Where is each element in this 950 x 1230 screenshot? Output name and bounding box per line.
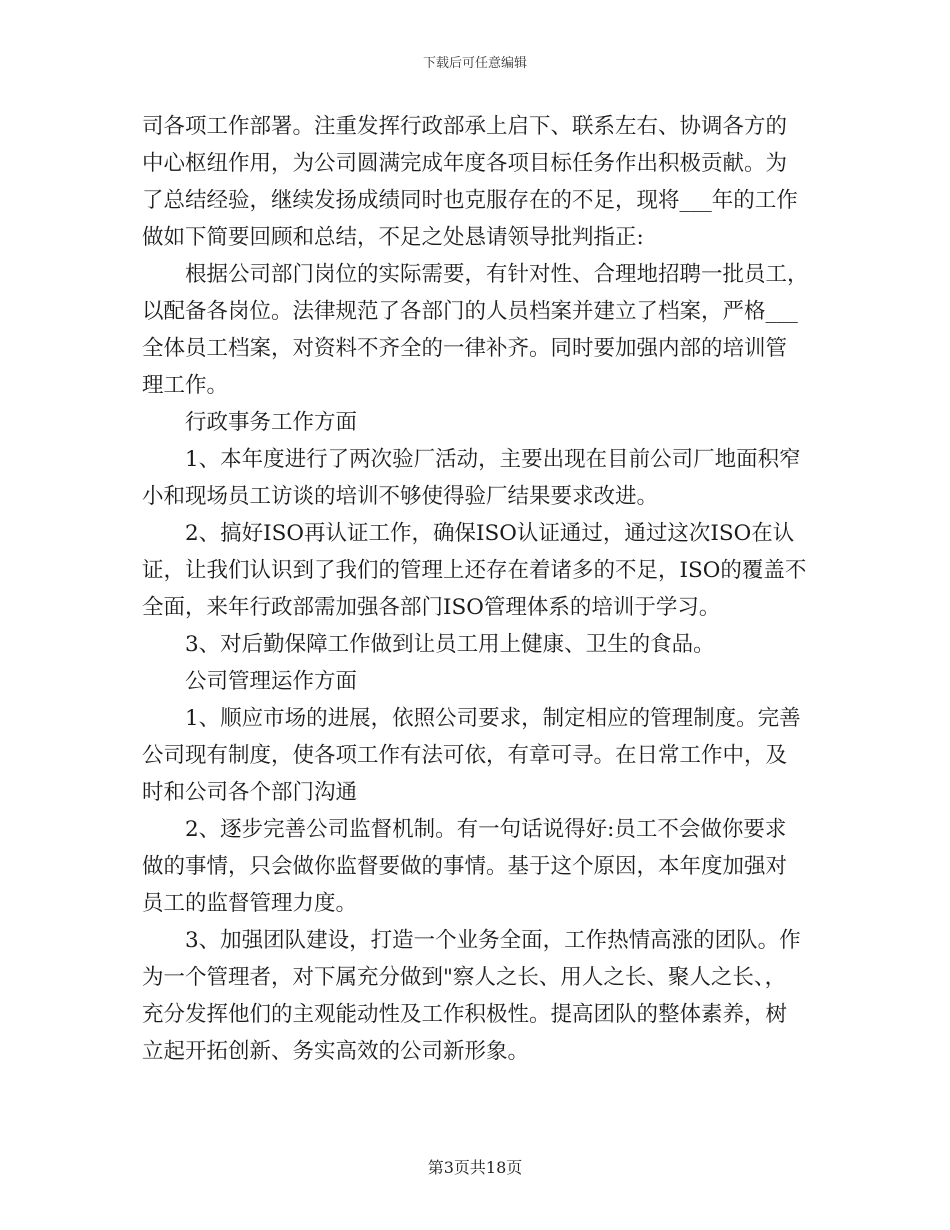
text-line: 立起开拓创新、务实高效的公司新形象。: [142, 1039, 530, 1064]
text-line: 做的事情，只会做你监督要做的事情。基于这个原因，本年度加强对: [142, 854, 788, 879]
text-line: 了总结经验，继续发扬成绩同时也克服存在的不足，现将___年的工作: [142, 188, 798, 213]
text-line: 小和现场员工访谈的培训不够使得验厂结果要求改进。: [142, 484, 659, 509]
text-line: 全面，来年行政部需加强各部门ISO管理体系的培训于学习。: [142, 595, 721, 620]
text-line: 时和公司各个部门沟通: [142, 780, 358, 805]
text-line: 充分发挥他们的主观能动性及工作积极性。提高团队的整体素养，树: [142, 1002, 788, 1027]
page-header: 下载后可任意编辑: [422, 56, 527, 71]
text-line: 公司现有制度，使各项工作有法可依，有章可寻。在日常工作中，及: [142, 743, 788, 768]
text-line: 证，让我们认识到了我们的管理上还存在着诸多的不足，ISO的覆盖不: [142, 558, 807, 583]
text-line: 以配备各岗位。法律规范了各部门的人员档案并建立了档案，严格___: [142, 299, 798, 324]
text-line: 司各项工作部署。注重发挥行政部承上启下、联系左右、协调各方的: [142, 114, 788, 139]
text-line: 3、加强团队建设，打造一个业务全面，工作热情高涨的团队。作: [185, 928, 801, 953]
text-line: 做如下简要回顾和总结，不足之处恳请领导批判指正:: [142, 225, 644, 250]
text-line: 公司管理运作方面: [185, 669, 358, 694]
text-line: 2、搞好ISO再认证工作，确保ISO认证通过，通过这次ISO在认: [185, 521, 795, 546]
text-line: 为一个管理者，对下属充分做到"察人之长、用人之长、聚人之长、，: [142, 965, 787, 990]
text-line: 2、逐步完善公司监督机制。有一句话说得好:员工不会做你要求: [185, 817, 787, 842]
text-line: 1、顺应市场的进展，依照公司要求，制定相应的管理制度。完善: [185, 706, 801, 731]
text-line: 全体员工档案，对资料不齐全的一律补齐。同时要加强内部的培训管: [142, 336, 788, 361]
text-line: 中心枢纽作用，为公司圆满完成年度各项目标任务作出积极贡献。为: [142, 151, 788, 176]
text-line: 理工作。: [142, 373, 229, 398]
text-line: 行政事务工作方面: [185, 410, 358, 435]
text-line: 员工的监督管理力度。: [142, 891, 358, 916]
text-line: 3、对后勤保障工作做到让员工用上健康、卫生的食品。: [185, 632, 715, 657]
document-body: [142, 108, 810, 1070]
text-line: 1、本年度进行了两次验厂活动，主要出现在目前公司厂地面积窄: [185, 447, 801, 472]
page-footer: 第3页共18页: [427, 1158, 523, 1177]
text-line: 根据公司部门岗位的实际需要，有针对性、合理地招聘一批员工，: [185, 262, 809, 287]
